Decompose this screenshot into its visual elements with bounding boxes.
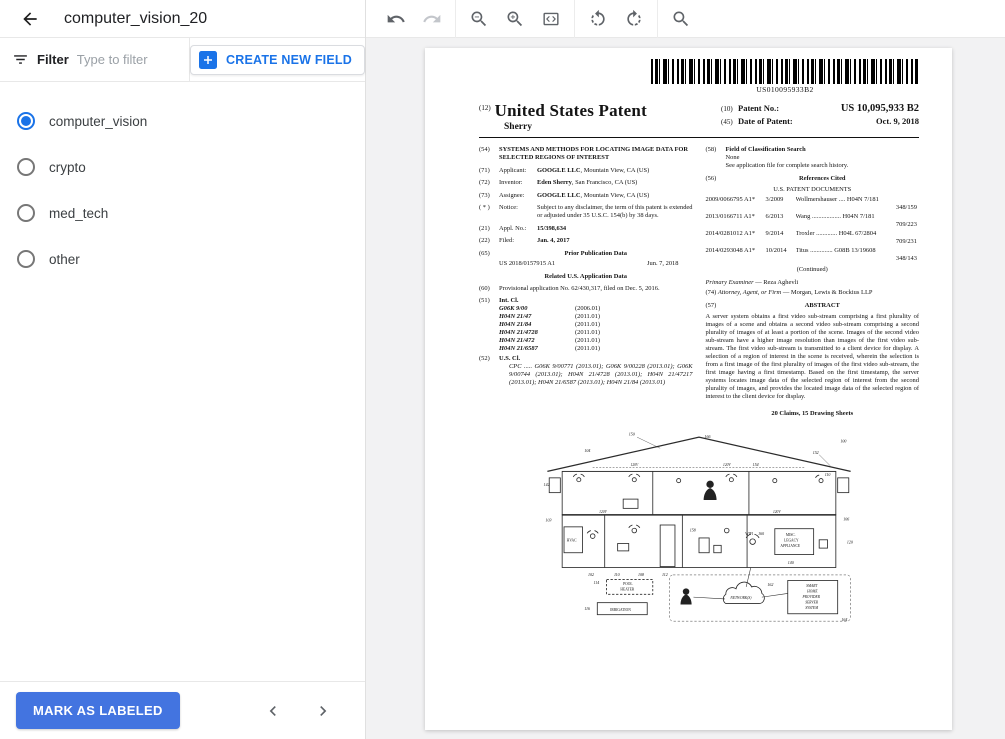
field-number: (60)	[479, 284, 490, 292]
fig-label-110: 110	[824, 472, 831, 477]
fig-label-pool-2: HEATER	[620, 587, 635, 592]
patent-header	[479, 101, 919, 132]
toolbar-divider	[657, 0, 658, 38]
field-number: (58)	[705, 146, 717, 153]
fig-label-wifi: WIFI	[745, 532, 754, 537]
rotate-right-icon	[624, 9, 644, 29]
chevron-right-icon	[313, 701, 333, 721]
field-number: (65)	[479, 249, 490, 257]
us-cl-heading: U.S. Cl.	[499, 355, 521, 362]
fig-label-104: 104	[584, 447, 591, 453]
fig-label-network: NETWORK(S)	[730, 595, 752, 600]
fig-label-102: 102	[588, 571, 595, 577]
int-cl-year: (2011.01)	[575, 321, 600, 328]
reference-row	[706, 196, 920, 212]
radio-option-med-tech[interactable]	[0, 190, 365, 236]
fig-label-112: 112	[662, 571, 668, 577]
reference-row	[706, 213, 920, 229]
int-cl-year: (2011.01)	[575, 329, 600, 336]
field-number: (71)	[479, 166, 490, 174]
viewer-toolbar	[366, 0, 1005, 38]
prior-publication-heading: Prior Publication Data	[564, 249, 627, 257]
ref-pub-number: 2013/0166711 A1*	[705, 213, 755, 220]
fig-label-106: 106	[843, 516, 850, 522]
ref-pub-number: 2009/0066795 A1*	[705, 196, 756, 203]
int-cl-year: (2011.01)	[575, 313, 600, 320]
fig-label-154: 154	[752, 461, 759, 467]
date-of-patent-value: Oct. 9, 2018	[876, 116, 919, 126]
inventor-surname: Sherry	[504, 122, 532, 132]
reference-row	[706, 230, 920, 246]
panel-header	[0, 0, 365, 38]
fig-label-158: 158	[689, 527, 696, 533]
zoom-in-icon	[505, 9, 525, 29]
related-application-heading: Related U.S. Application Data	[544, 272, 627, 280]
previous-item-button[interactable]	[261, 699, 285, 723]
claims-line: 20 Claims, 15 Drawing Sheets	[771, 410, 854, 417]
ref-entry: Troxler ............. H04L 67/2804	[795, 230, 877, 237]
int-cl-year: (2006.01)	[575, 305, 601, 312]
inventor-label: Inventor:	[499, 179, 523, 186]
applicant-location: , Mountain View, CA (US)	[580, 166, 650, 174]
patent-header-left	[479, 101, 721, 132]
field-number: (56)	[705, 174, 717, 182]
classification-search-none: None	[725, 154, 740, 161]
field-number: (73)	[479, 191, 490, 199]
ref-entry: Wang .................. H04N 7/181	[795, 213, 875, 220]
ref-continuation: 709/223	[895, 221, 917, 228]
fig-label-116: 116	[584, 606, 591, 612]
int-cl-code: H04N 21/6587	[499, 345, 538, 352]
fig-label-legacy-1: MISC.	[785, 533, 796, 538]
notice-label: Notice:	[499, 204, 518, 211]
ref-continuation: 348/159	[895, 204, 917, 211]
classification-search-heading: Field of Classification Search	[725, 146, 806, 153]
barcode-image	[651, 59, 919, 84]
barcode-text: US010095933B2	[756, 85, 814, 94]
int-cl-code: H04N 21/472	[499, 337, 535, 344]
int-cl-code: H04N 21/4728	[499, 329, 538, 336]
next-item-button[interactable]	[311, 699, 335, 723]
toolbar-divider	[455, 0, 456, 38]
arrow-left-icon	[20, 9, 40, 29]
zoom-out-button[interactable]	[461, 4, 497, 34]
ref-continuation: 348/143	[895, 255, 917, 262]
fig-label-110: 110	[613, 571, 620, 577]
us-patent-documents-heading: U.S. PATENT DOCUMENTS	[773, 185, 852, 193]
appl-no-value: 15/398,634	[537, 224, 567, 232]
radio-selected-icon	[17, 112, 35, 130]
abstract-heading: ABSTRACT	[804, 302, 840, 309]
field-number: (52)	[479, 355, 490, 362]
redo-icon	[422, 9, 442, 29]
fig-label-120v: 120V	[723, 462, 731, 467]
ref-continuation: 709/231	[895, 238, 917, 245]
field-number: (12)	[479, 104, 491, 112]
patent-title: United States Patent	[494, 101, 647, 120]
ref-entry: Wollmershauser .... H04N 7/181	[795, 196, 879, 203]
ref-date: 10/2014	[765, 247, 787, 254]
field-number: ( * )	[479, 204, 490, 211]
viewer-canvas	[366, 38, 1005, 739]
label-options	[0, 82, 365, 681]
ref-pub-number: 2014/0293048 A1*	[705, 247, 756, 254]
zoom-in-button[interactable]	[497, 4, 533, 34]
field-number: (21)	[479, 224, 490, 232]
applicant-label: Applicant:	[499, 166, 527, 174]
patent-header-right	[721, 101, 919, 132]
fig-label-164: 164	[841, 617, 848, 623]
fig-label-160: 160	[758, 531, 765, 537]
appl-no-label: Appl. No.:	[499, 224, 527, 232]
radio-unselected-icon	[17, 158, 35, 176]
field-number: (10)	[721, 105, 733, 113]
patent-left-column	[479, 146, 693, 418]
primary-examiner-name: — Reza Aghevli	[753, 279, 799, 286]
fig-label-server-2: HOME	[807, 589, 818, 594]
document-viewer	[366, 0, 1005, 739]
fig-label-140: 140	[787, 559, 794, 565]
field-number: (72)	[479, 179, 490, 186]
cpc-text: CPC ..... G06K 9/00771 (2013.01); G06K 9/00228 (2013.01); G06K 9/00744 (2013.01); H04N 21/4728 (2013.01); H04N 21/47217 (2013.01); H04N 21/6587 (2013.01); H04N 21/84 (2013.01)	[509, 363, 693, 386]
fig-label-hvac: HVAC	[566, 538, 577, 543]
field-number: (74)	[705, 289, 718, 296]
plus-icon	[199, 51, 217, 69]
fig-label-142: 142	[543, 482, 550, 488]
field-number: (54)	[479, 146, 490, 153]
int-cl-year: (2011.01)	[575, 337, 600, 344]
fig-label-114: 114	[593, 580, 600, 586]
assignee-location: , Mountain View, CA (US)	[580, 191, 650, 199]
int-cl-code: G06K 9/00	[499, 305, 528, 312]
filter-icon	[12, 51, 29, 68]
fig-label-103: 103	[545, 517, 552, 523]
fig-label-server-4: SERVER	[805, 600, 819, 605]
field-number: (45)	[721, 118, 733, 126]
fit-to-screen-button[interactable]	[533, 4, 569, 34]
fig-label-legacy-2: LEGACY	[784, 538, 799, 543]
option-label: computer_vision	[49, 113, 148, 129]
chevron-left-icon	[263, 701, 283, 721]
fig-label-legacy-3: APPLIANCE	[780, 544, 801, 549]
option-label: med_tech	[49, 205, 109, 221]
attorney-label: Attorney, Agent, or Firm	[717, 289, 782, 296]
fig-label-120v: 120V	[772, 509, 781, 514]
int-cl-year: (2011.01)	[575, 345, 600, 352]
fig-label-120v: 120V	[630, 462, 639, 467]
patent-no-label: Patent No.:	[738, 103, 780, 113]
undo-icon	[386, 9, 406, 29]
continued-note: (Continued)	[796, 266, 828, 273]
filter-label: Filter	[37, 52, 69, 67]
rotate-left-icon	[588, 9, 608, 29]
pager	[261, 699, 335, 723]
option-label: other	[49, 251, 80, 267]
radio-option-crypto[interactable]	[0, 144, 365, 190]
filter-section	[0, 38, 190, 81]
date-of-patent-label: Date of Patent:	[738, 116, 793, 126]
inventor-location: , San Francisco, CA (US)	[571, 179, 638, 186]
fig-label-120: 120	[846, 539, 853, 545]
fig-label-108: 108	[637, 571, 644, 577]
ref-date: 9/2014	[765, 230, 784, 237]
assignee-label: Assignee:	[499, 191, 525, 199]
rotate-left-button[interactable]	[580, 4, 616, 34]
filed-label: Filed:	[499, 237, 515, 244]
applicant-name: GOOGLE LLC	[537, 166, 581, 174]
search-button[interactable]	[663, 4, 699, 34]
prior-publication-number: US 2018/0157915 A1	[499, 260, 556, 267]
ref-date: 6/2013	[765, 213, 784, 220]
ref-date: 3/2009	[765, 196, 784, 203]
int-cl-code: H04N 21/84	[499, 321, 532, 328]
fig-label-166: 166	[704, 434, 711, 440]
patent-document-page	[425, 48, 952, 730]
radio-unselected-icon	[17, 204, 35, 222]
abstract-text: A server system obtains a first video sub-stream comprising a first plurality of images of a scene and obtains a second video sub-stream comprising a second plurality of images of at least a portion of the scene. Images of the second video sub-stream have a higher image resolution than images of the first video sub-stream. The first video sub-stream is transmitted to a client device for display. A selection of a region of interest in the scene is received, wherein the selection is from a first image of the first plurality of images of the first video sub-stream, the first image having a first timestamp. Based on the first timestamp, the server systems locates image data of the selected region of interest from the second plurality of images, and provides the located image data of the selected region of interest to the client device for display.	[705, 313, 919, 400]
undo-button[interactable]	[378, 4, 414, 34]
fig-label-120v: 120V	[599, 509, 607, 514]
filter-input[interactable]	[77, 52, 177, 67]
patent-no-value: US 10,095,933 B2	[840, 103, 919, 114]
fig-label-server-5: SYSTEM	[805, 606, 819, 611]
back-button[interactable]	[18, 7, 42, 31]
provisional-application-text: Provisional application No. 62/430,317, filed on Dec. 5, 2016.	[499, 284, 660, 292]
ref-entry: Titus .............. G08B 13/19608	[795, 247, 876, 254]
invention-title: SYSTEMS AND METHODS FOR LOCATING IMAGE DATA FOR SELECTED REGIONS OF INTEREST	[499, 146, 689, 161]
create-new-field-label: CREATE NEW FIELD	[226, 52, 352, 67]
option-label: crypto	[49, 159, 86, 175]
rotate-right-button[interactable]	[616, 4, 652, 34]
classification-search-note: See application file for complete search history.	[725, 162, 849, 169]
inventor-name: Eden Sherry	[537, 179, 572, 186]
fit-to-screen-icon	[541, 9, 561, 29]
fig-label-server-3: PROVIDER	[802, 595, 820, 600]
fig-label-150: 150	[628, 431, 635, 437]
fig-label-152: 152	[812, 449, 819, 455]
radio-option-other[interactable]	[0, 236, 365, 282]
int-cl-heading: Int. Cl.	[499, 297, 519, 304]
radio-unselected-icon	[17, 250, 35, 268]
filed-value: Jan. 4, 2017	[537, 237, 570, 244]
mark-as-labeled-button[interactable]: MARK AS LABELED	[16, 692, 180, 729]
patent-right-column	[706, 146, 920, 418]
redo-button[interactable]	[414, 4, 450, 34]
label-panel	[0, 0, 366, 739]
search-icon	[671, 9, 691, 29]
reference-row	[706, 247, 920, 263]
field-number: (57)	[705, 302, 717, 309]
fig-label-irrigation: IRRIGATION	[610, 607, 631, 612]
primary-examiner-label: Primary Examiner	[705, 279, 754, 286]
barcode-block	[651, 59, 919, 94]
references-cited-heading: References Cited	[798, 174, 846, 182]
create-new-field-button[interactable]	[190, 45, 365, 75]
zoom-out-icon	[469, 9, 489, 29]
fig-label-100: 100	[840, 438, 847, 444]
attorney-name: — Morgan, Lewis & Bockius LLP	[781, 289, 873, 296]
smart-home-drawing	[531, 427, 867, 623]
header-rule	[479, 137, 919, 138]
notice-text: Subject to any disclaimer, the term of this patent is extended or adjusted under 35 U.S.C. 154(b) by 38 days.	[537, 204, 693, 219]
page-title: computer_vision_20	[64, 9, 208, 27]
field-number: (22)	[479, 237, 490, 244]
patent-figure	[479, 427, 919, 628]
radio-option-computer-vision[interactable]	[0, 98, 365, 144]
fig-label-pool-1: POOL	[623, 582, 633, 587]
fig-label-server-1: SMART	[806, 583, 818, 588]
filter-row	[0, 38, 365, 82]
panel-footer	[0, 681, 365, 739]
toolbar-divider	[574, 0, 575, 38]
create-field-wrap	[190, 38, 365, 81]
field-number: (51)	[479, 297, 490, 304]
assignee-name: GOOGLE LLC	[537, 191, 581, 199]
prior-publication-date: Jun. 7, 2018	[647, 260, 679, 267]
ref-pub-number: 2014/0281012 A1*	[705, 230, 756, 237]
fig-label-162: 162	[767, 582, 774, 588]
int-cl-code: H04N 21/47	[499, 313, 532, 320]
